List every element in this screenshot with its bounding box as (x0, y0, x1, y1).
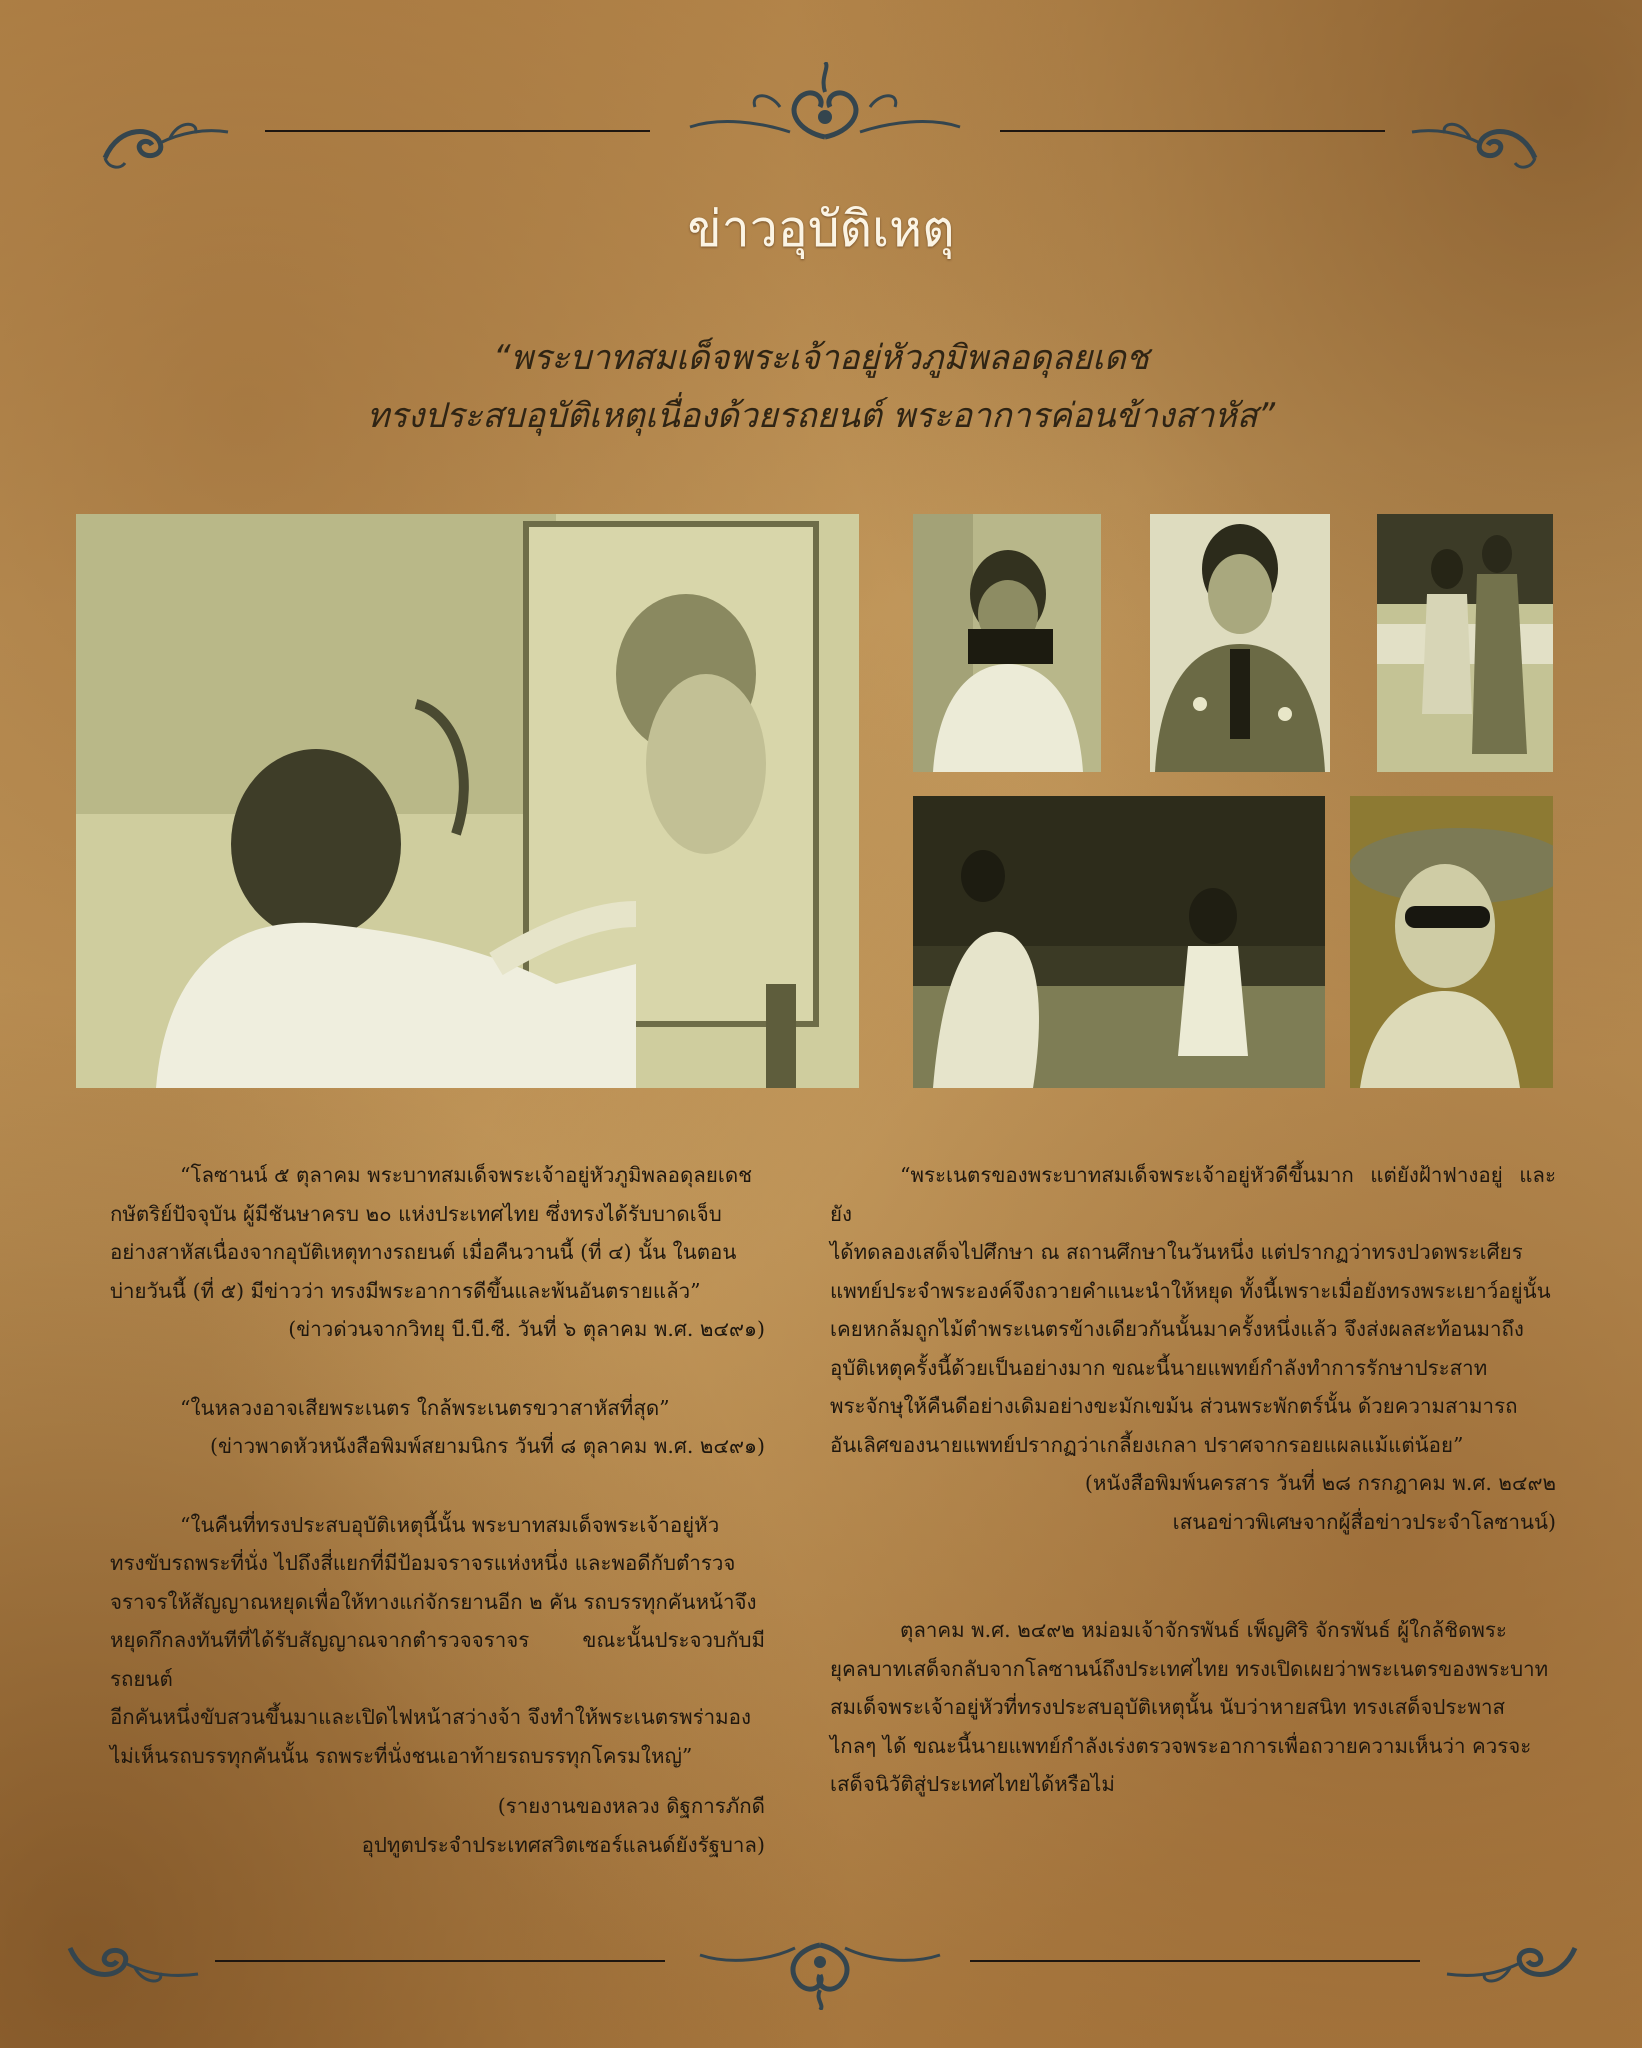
left-p3-line-1: “ในคืนที่ทรงประสบอุบัติเหตุนี้นั้น พระบาทสมเด็จพระเจ้าอยู่หัว (180, 1512, 720, 1537)
bottom-flourish-right-icon (1445, 1928, 1585, 1988)
left-p3-line-5: อีกคันหนึ่งขับสวนขึ้นมาและเปิดไฟหน้าสว่างจ้า จึงทำให้พระเนตรพร่ามอง (110, 1705, 751, 1729)
flourish-center-icon (680, 62, 970, 152)
right-p2-line-3: สมเด็จพระเจ้าอยู่หัวที่ทรงประสบอุบัติเหตุนั้น นับว่าหายสนิท ทรงเสด็จประพาส (830, 1695, 1505, 1719)
top-rule-left (265, 130, 650, 132)
right-p1-line-4: เคยหกล้มถูกไม้ตำพระเนตรข้างเดียวกันนั้นมาครั้งหนึ่งแล้ว จึงส่งผลสะท้อนมาถึง (830, 1317, 1524, 1341)
bottom-flourish-left-icon (60, 1928, 200, 1988)
left-p2-line-1: “ในหลวงอาจเสียพระเนตร ใกล้พระเนตรขวาสาหัสที่สุด” (180, 1395, 670, 1420)
photo-hat-sunglasses (1350, 796, 1553, 1088)
right-p1-line-3: แพทย์ประจำพระองค์จึงถวายคำแนะนำให้หยุด ทั้งนี้เพราะเมื่อยังทรงพระเยาว์อยู่นั้น (830, 1278, 1551, 1303)
flourish-right-icon (1410, 118, 1540, 173)
left-p3-line-4: หยุดกึกลงทันทีที่ได้รับสัญญาณจากตำรวจจราจร ขณะนั้นประจวบกับมีรถยนต์ (110, 1628, 765, 1691)
right-p1-source-2: เสนอข่าวพิเศษจากผู้สื่อข่าวประจำโลซานน์) (1172, 1509, 1556, 1534)
right-p1-line-1: “พระเนตรของพระบาทสมเด็จพระเจ้าอยู่หัวดีขึ้นมาก แต่ยังฝ้าฟางอยู่ และยัง (830, 1163, 1556, 1226)
right-p2-line-4: ไกลๆ ได้ ขณะนี้นายแพทย์กำลังเร่งตรวจพระอาการเพื่อถวายความเห็นว่า ควรจะ (830, 1733, 1532, 1758)
left-p3-line-2: ทรงขับรถพระที่นั่ง ไปถึงสี่แยกที่มีป้อมจราจรแห่งหนึ่ง และพอดีกับตำรวจ (110, 1551, 736, 1575)
right-p1-line-2: ได้ทดลองเสด็จไปศึกษา ณ สถานศึกษาในวันหนึ่ง แต่ปรากฏว่าทรงปวดพระเศียร (830, 1240, 1523, 1264)
right-p2-line-2: ยุคลบาทเสด็จกลับจากโลซานน์ถึงประเทศไทย ทรงเปิดเผยว่าพระเนตรของพระบาท (830, 1656, 1549, 1681)
right-text-column (830, 1156, 1556, 1804)
right-p1-line-6: พระจักษุให้คืนดีอย่างเดิมอย่างขะมักเขม้น ส่วนพระพักตร์นั้น ด้วยความสามารถ (830, 1394, 1518, 1418)
left-p1-line-1: “โลซานน์ ๕ ตุลาคม พระบาทสมเด็จพระเจ้าอยู่หัวภูมิพลอดุลยเดช (180, 1163, 753, 1187)
photo-uniform (1150, 514, 1330, 772)
bottom-rule-right (970, 1960, 1420, 1962)
left-text-column (110, 1156, 765, 1864)
left-p3-line-3: จราจรให้สัญญาณหยุดเพื่อให้ทางแก่จักรยานอีก ๒ คัน รถบรรทุกคันหน้าจึง (110, 1589, 757, 1614)
left-p3-line-6: ไม่เห็นรถบรรทุกคันนั้น รถพระที่นั่งชนเอาท้ายรถบรรทุกโครมใหญ่” (110, 1743, 693, 1768)
headline-quote-line-2: ทรงประสบอุบัติเหตุเนื่องด้วยรถยนต์ พระอาการค่อนข้างสาหัส” (366, 396, 1276, 436)
left-p3-source-2: อุปทูตประจำประเทศสวิตเซอร์แลนด์ยังรัฐบาล) (361, 1832, 765, 1857)
left-p1-source: (ข่าวด่วนจากวิทยุ บี.บี.ซี. วันที่ ๖ ตุลาคม พ.ศ. ๒๔๙๑) (288, 1317, 765, 1341)
left-p1-line-4: บ่ายวันนี้ (ที่ ๕) มีข่าวว่า ทรงมีพระอาการดีขึ้นและพ้นอันตรายแล้ว” (110, 1278, 701, 1303)
photo-painting-portrait (76, 514, 859, 1088)
headline-quote-line-1: “พระบาทสมเด็จพระเจ้าอยู่หัวภูมิพลอดุลยเดช (493, 338, 1149, 378)
right-p2-line-1: ตุลาคม พ.ศ. ๒๔๙๒ หม่อมเจ้าจักรพันธ์ เพ็ญศิริ จักรพันธ์ ผู้ใกล้ชิดพระ (900, 1618, 1507, 1642)
left-p1-line-2: กษัตริย์ปัจจุบัน ผู้มีชันษาครบ ๒๐ แห่งประเทศไทย ซึ่งทรงได้รับบาดเจ็บ (110, 1201, 722, 1226)
left-p2-source: (ข่าวพาดหัวหนังสือพิมพ์สยามนิกร วันที่ ๘ ตุลาคม พ.ศ. ๒๔๙๑) (210, 1434, 765, 1458)
flourish-left-icon (100, 118, 230, 173)
top-rule-right (1000, 130, 1385, 132)
right-p1-source-1: (หนังสือพิมพ์นครสาร วันที่ ๒๘ กรกฎาคม พ.ศ. ๒๔๙๒ (1084, 1471, 1556, 1495)
left-p3-source-1: (รายงานของหลวง ดิฐการภักดี (497, 1794, 765, 1818)
page-title: ข่าวอุบัติเหตุ (687, 200, 955, 258)
right-p1-line-7: อันเลิศของนายแพทย์ปรากฏว่าเกลี้ยงเกลา ปราศจากรอยแผลแม้แต่น้อย” (830, 1432, 1464, 1457)
photo-camera (913, 514, 1101, 772)
bottom-rule-left (215, 1960, 665, 1962)
right-p2-line-5: เสด็จนิวัติสู่ประเทศไทยได้หรือไม่ (830, 1772, 1115, 1796)
right-p1-line-5: อุบัติเหตุครั้งนี้ด้วยเป็นอย่างมาก ขณะนี้นายแพทย์กำลังทำการรักษาประสาท (830, 1355, 1488, 1380)
photo-walking-couple (1377, 514, 1553, 772)
left-p1-line-3: อย่างสาหัสเนื่องจากอุบัติเหตุทางรถยนต์ เมื่อคืนวานนี้ (ที่ ๔) นั้น ในตอน (110, 1240, 737, 1264)
bottom-flourish-center-icon (690, 1930, 950, 2010)
photo-garden-seated (913, 796, 1325, 1088)
